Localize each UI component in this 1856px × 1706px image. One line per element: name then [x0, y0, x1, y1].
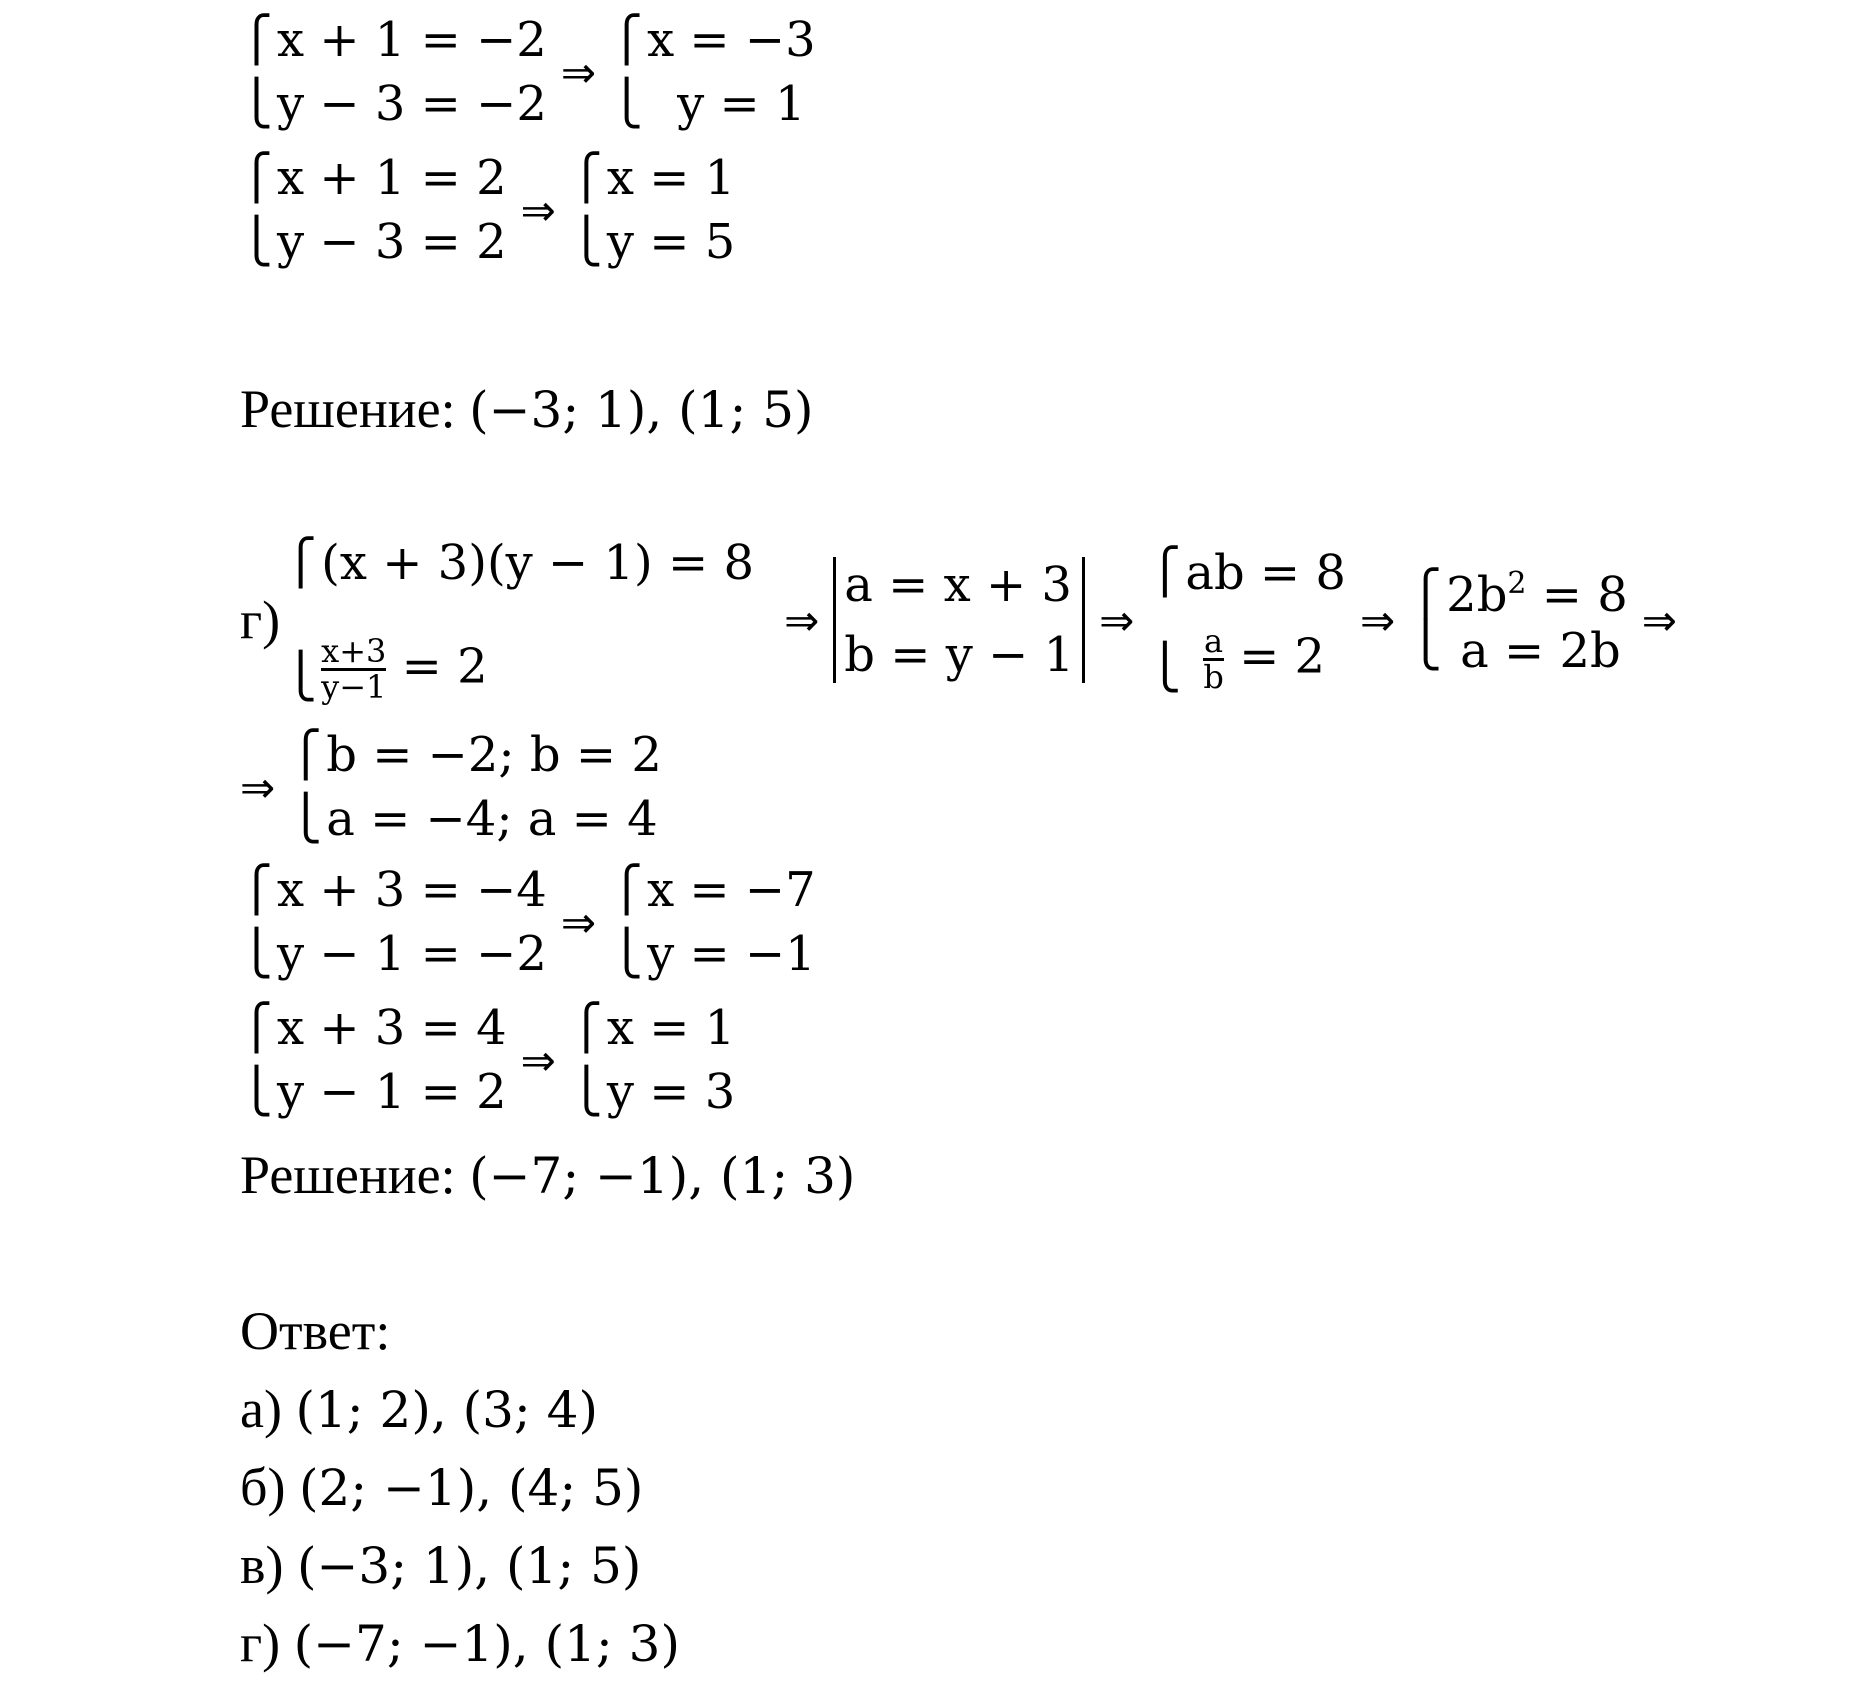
equation-ab: ab = 8 [1185, 545, 1346, 601]
equation: x + 1 = 2 [277, 150, 507, 206]
left-brace-icon: ⎧ ⎩ [569, 1002, 603, 1117]
fraction [321, 631, 387, 707]
answer-label: а) [240, 1379, 282, 1439]
implies-icon: ⇒ [784, 595, 820, 645]
equation: y = 3 [606, 1064, 736, 1120]
implies-icon: ⇒ [1641, 595, 1677, 645]
answer-value: (2; −1), (4; 5) [298, 1459, 644, 1517]
implies-icon: ⇒ [560, 897, 597, 947]
left-brace-icon: ⎧ ⎩ [240, 152, 273, 267]
answer-label: г) [240, 1613, 281, 1673]
solution-line [240, 1144, 855, 1206]
fraction-denominator: y−1 [321, 668, 387, 707]
answer-label: б) [240, 1457, 286, 1517]
solution-label: Решение: [240, 1145, 456, 1205]
answer-item [240, 1456, 643, 1518]
solution-line [240, 378, 814, 440]
fraction-denominator: b [1203, 658, 1224, 697]
equation: x = −3 [647, 12, 816, 68]
substitution-b: b = y − 1 [844, 627, 1075, 683]
equation: x + 3 = 4 [277, 1000, 507, 1056]
equation: y − 3 = 2 [277, 214, 507, 270]
answer-item [240, 1534, 641, 1596]
implies-icon: ⇒ [520, 1035, 556, 1085]
solution-label: Решение: [240, 379, 456, 439]
implies-icon: ⇒ [1099, 595, 1135, 645]
substitution [833, 557, 1085, 683]
left-brace-icon: ⎧ ⎩ [1409, 568, 1443, 671]
exponent: 2 [1507, 566, 1527, 601]
equation: x + 3 = −4 [277, 862, 547, 918]
equation: x = 1 [606, 1000, 736, 1056]
substitution-a: a = x + 3 [844, 557, 1072, 613]
answer-item [240, 1378, 598, 1440]
solution-value: (−3; 1), (1; 5) [469, 381, 814, 439]
equation: y − 1 = 2 [277, 1064, 507, 1120]
left-brace-icon: ⎧ ⎩ [569, 152, 603, 267]
left-brace-icon: ⎧ ⎩ [1148, 546, 1182, 693]
answer-label: в) [240, 1535, 284, 1595]
equation: a = −4; a = 4 [326, 791, 658, 847]
equation: x + 1 = −2 [277, 12, 547, 68]
equation-2b-squared: $2b^2 = 8$ [1446, 566, 1628, 623]
system-x1-2 [240, 150, 735, 270]
equation: b = −2; b = 2 [326, 727, 662, 783]
left-brace-icon: ⎧ ⎩ [610, 864, 644, 979]
implies-icon: ⇒ [240, 762, 276, 812]
fraction-rhs: = 2 [1239, 628, 1326, 685]
fraction-numerator: x+3 [321, 631, 387, 670]
equation: x = 1 [606, 150, 736, 206]
fraction-numerator: a [1204, 621, 1224, 660]
system-x3-4 [240, 1000, 735, 1120]
answer-item [240, 1612, 680, 1674]
implies-icon: ⇒ [560, 47, 597, 97]
left-brace-icon: ⎧ ⎩ [610, 14, 644, 129]
equation: y − 3 = −2 [277, 76, 547, 132]
answer-value: (−3; 1), (1; 5) [296, 1537, 642, 1595]
item-label: г) [240, 590, 281, 650]
left-brace-icon: ⎧ ⎩ [289, 729, 323, 844]
answer-title: Ответ: [240, 1301, 391, 1361]
system-x3-minus4 [240, 862, 816, 982]
implies-icon: ⇒ [520, 185, 556, 235]
equation-a-over-b [1185, 621, 1346, 697]
left-brace-icon: ⎧ ⎩ [284, 537, 318, 702]
system-x1-minus2 [240, 12, 816, 132]
system-g-main [240, 535, 1677, 705]
solution-value: (−7; −1), (1; 3) [469, 1147, 856, 1205]
equation: y = −1 [647, 926, 816, 982]
left-brace-icon: ⎧ ⎩ [240, 864, 273, 979]
equation-a-2b: a = 2b [1460, 623, 1621, 679]
fraction [1203, 621, 1224, 697]
equation: y − 1 = −2 [277, 926, 547, 982]
equation-product: (x + 3)(y − 1) = 8 [321, 535, 755, 591]
system-b-values [240, 727, 662, 847]
left-brace-icon: ⎧ ⎩ [240, 14, 273, 129]
equation: x = −7 [647, 862, 816, 918]
equation: y = 5 [606, 214, 736, 270]
equation-fraction [321, 631, 754, 707]
answer-value: (−7; −1), (1; 3) [293, 1615, 680, 1673]
answer-value: (1; 2), (3; 4) [295, 1381, 598, 1439]
left-brace-icon: ⎧ ⎩ [240, 1002, 273, 1117]
implies-icon: ⇒ [1359, 595, 1396, 645]
fraction-rhs: = 2 [401, 638, 488, 695]
equation: y = 1 [677, 76, 806, 132]
